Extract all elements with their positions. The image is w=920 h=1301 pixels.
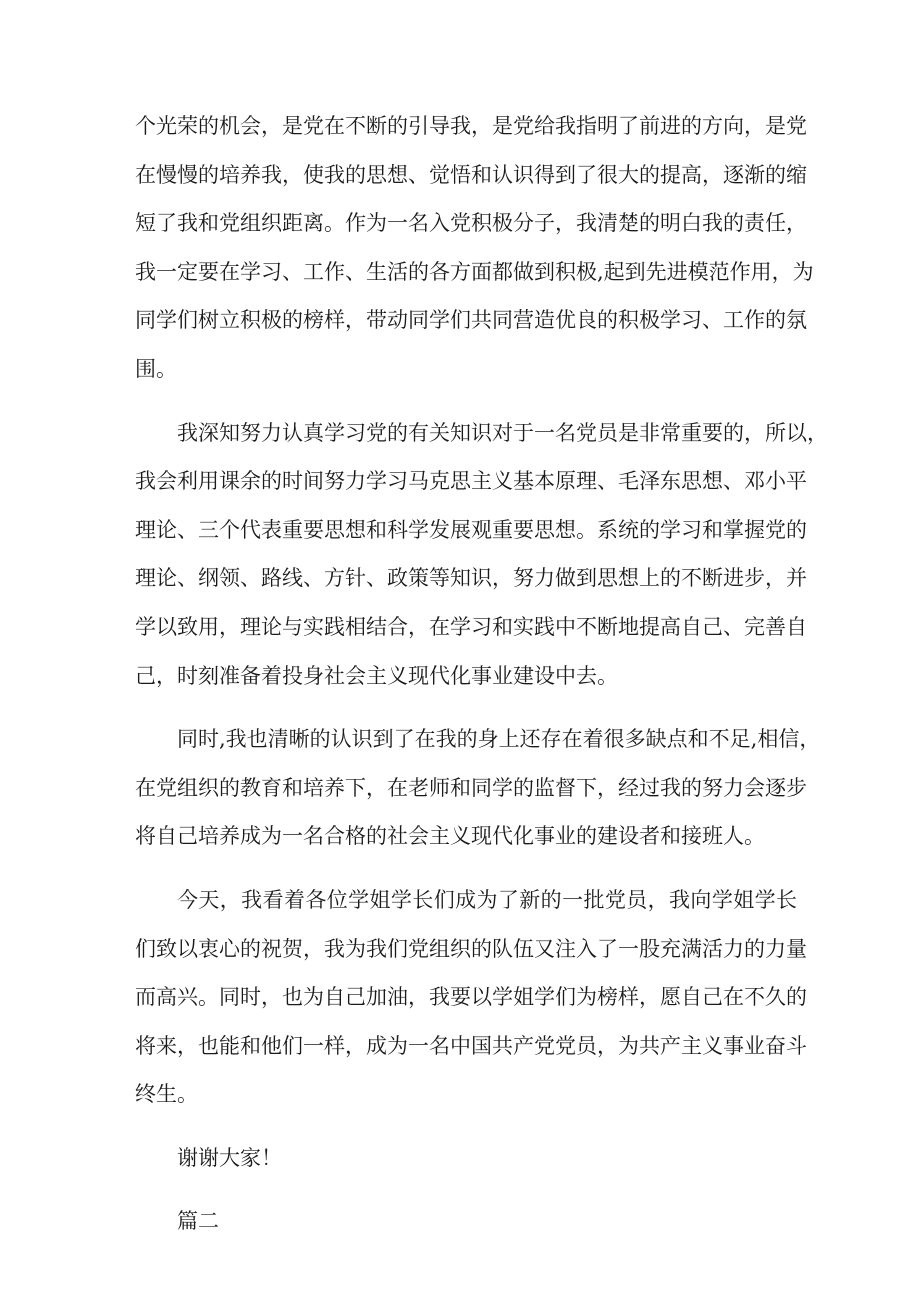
- paragraph-3: [135, 715, 821, 861]
- text-line: 在党组织的教育和培养下，在老师和同学的监督下，经过我的努力会逐步: [135, 775, 807, 800]
- text-line: 将自己培养成为一名合格的社会主义现代化事业的建设者和接班人。: [135, 824, 765, 849]
- paragraph-gap: [135, 700, 797, 715]
- text-line: 短了我和党组织距离。作为一名入党积极分子，我清楚的明白我的责任，: [135, 211, 807, 236]
- paragraph-2: [135, 409, 828, 701]
- text-line: 将来，也能和他们一样，成为一名中国共产党党员，为共产主义事业奋斗: [135, 1033, 807, 1058]
- text-line: 我会利用课余的时间努力学习马克思主义基本原理、毛泽东思想、邓小平: [135, 469, 807, 494]
- paragraph-4: [135, 876, 807, 1119]
- text-line: 围。: [135, 356, 177, 381]
- text-line: 个光荣的机会，是党在不断的引导我，是党给我指明了前进的方向，是党: [135, 114, 807, 138]
- text-line: 们致以衷心的祝贺，我为我们党组织的队伍又注入了一股充满活力的力量: [135, 936, 807, 961]
- closing-remark: [135, 1134, 797, 1183]
- text-line: 己，时刻准备着投身社会主义现代化事业建设中去。: [135, 663, 618, 688]
- text-line: 而高兴。同时，也为自己加油，我要以学姐学们为榜样，愿自己在不久的: [135, 985, 807, 1010]
- text-line: 终生。: [135, 1082, 198, 1107]
- paragraph-gap: [135, 394, 797, 409]
- document-body: [135, 102, 828, 1246]
- text-line: 同学们树立积极的榜样，带动同学们共同营造优良的积极学习、工作的氛: [135, 308, 807, 333]
- text-line: 我一定要在学习、工作、生活的各方面都做到积极,起到先进模范作用，为: [135, 259, 814, 284]
- text-line: 谢谢大家！: [177, 1145, 282, 1170]
- paragraph-gap: [135, 861, 797, 876]
- text-line: 理论、三个代表重要思想和科学发展观重要思想。系统的学习和掌握党的: [135, 517, 807, 542]
- section-title: 篇二: [177, 1209, 219, 1234]
- paragraph-1: [135, 102, 814, 394]
- text-line: 我深知努力认真学习党的有关知识对于一名党员是非常重要的，所以，: [177, 420, 828, 445]
- paragraph-gap: [135, 1119, 797, 1134]
- text-line: 理论、纲领、路线、方针、政策等知识，努力做到思想上的不断进步，并: [135, 566, 807, 591]
- text-line: 同时,我也清晰的认识到了在我的身上还存在着很多缺点和不足,相信，: [177, 727, 821, 752]
- paragraph-gap: [135, 1182, 797, 1197]
- text-line: 在慢慢的培养我，使我的思想、觉悟和认识得到了很大的提高，逐渐的缩: [135, 162, 807, 187]
- section-heading: [135, 1197, 797, 1246]
- text-line: 今天，我看着各位学姐学长们成为了新的一批党员，我向学姐学长: [177, 887, 797, 912]
- text-line: 学以致用，理论与实践相结合，在学习和实践中不断地提高自己、完善自: [135, 614, 807, 639]
